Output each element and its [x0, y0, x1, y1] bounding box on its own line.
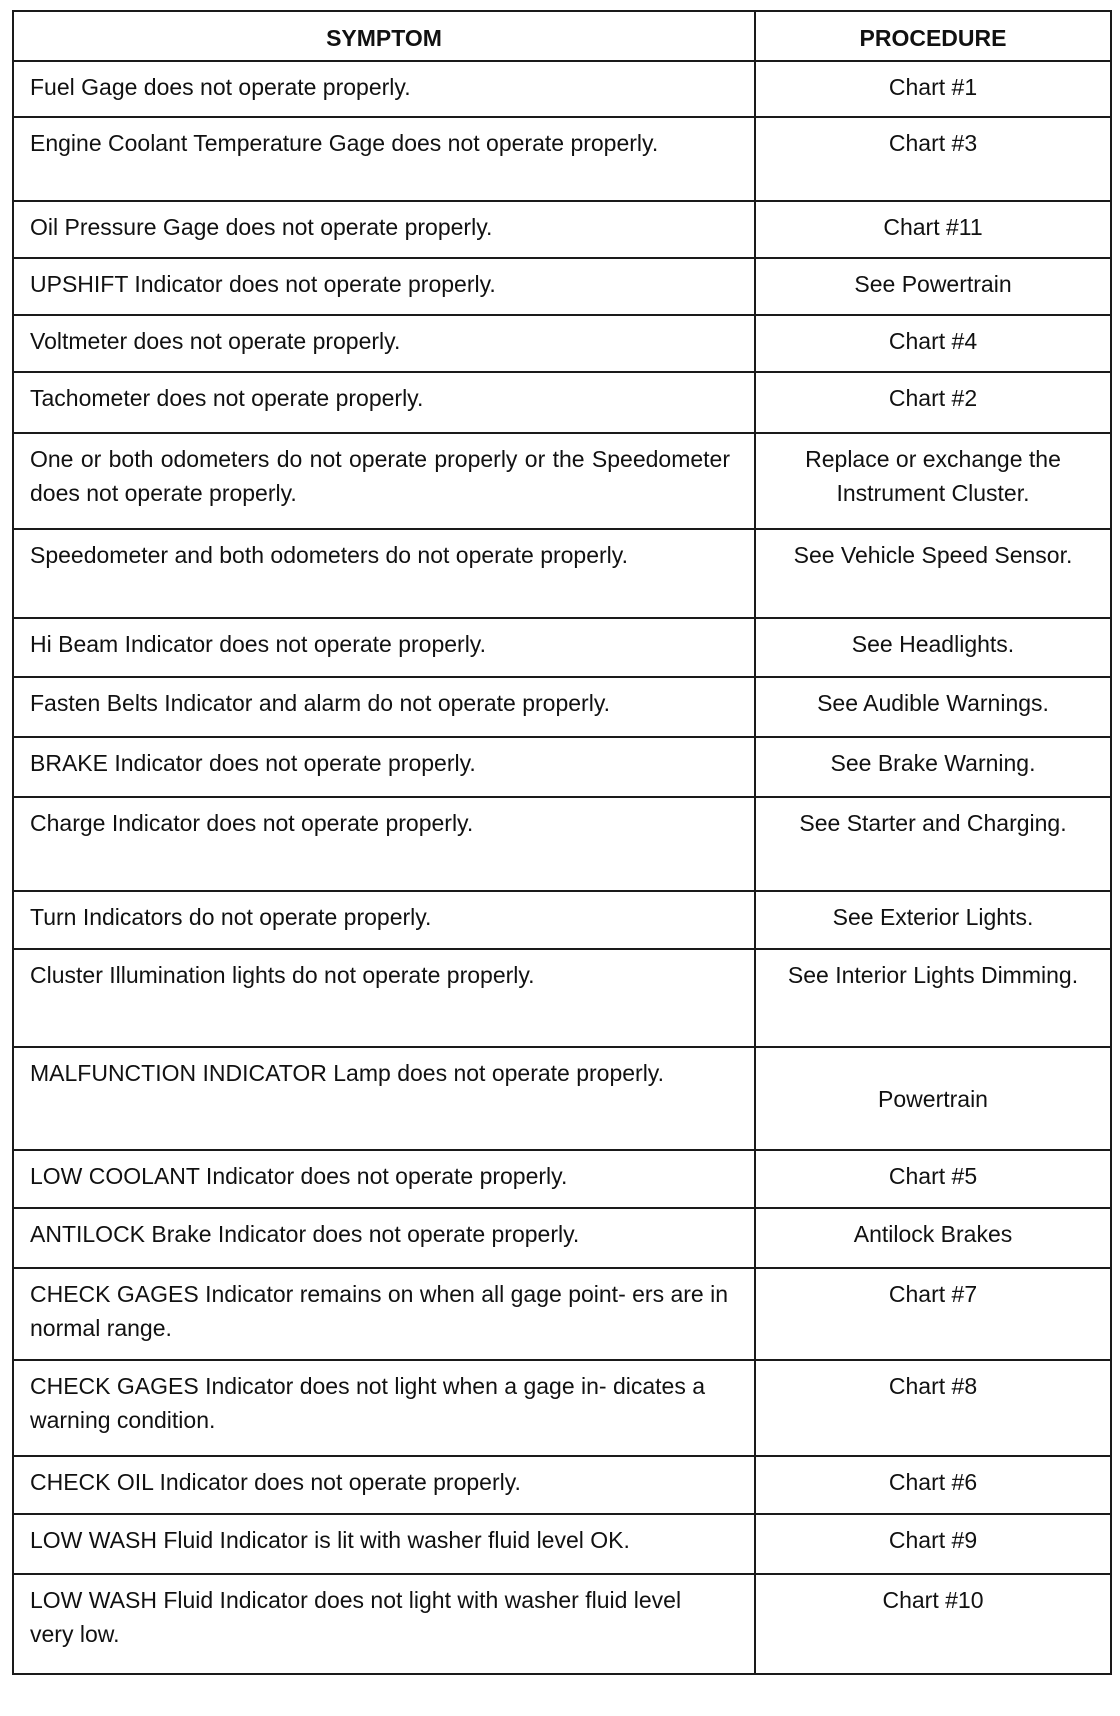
- table-row: [13, 1047, 1111, 1150]
- procedure-cell: Replace or exchange the Instrument Cluster.: [755, 433, 1111, 529]
- symptom-cell: Speedometer and both odometers do not operate properly.: [13, 529, 755, 618]
- table-row: [13, 891, 1111, 949]
- symptom-cell: ANTILOCK Brake Indicator does not operate properly.: [13, 1208, 755, 1268]
- procedure-cell: See Interior Lights Dimming.: [755, 949, 1111, 1047]
- procedure-cell: Chart #1: [755, 61, 1111, 117]
- symptom-cell: UPSHIFT Indicator does not operate properly.: [13, 258, 755, 315]
- symptom-cell: LOW WASH Fluid Indicator does not light with washer fluid level very low.: [13, 1574, 755, 1674]
- procedure-cell: See Audible Warnings.: [755, 677, 1111, 737]
- symptom-cell: Tachometer does not operate properly.: [13, 372, 755, 433]
- procedure-cell: Chart #8: [755, 1360, 1111, 1456]
- table-row: [13, 1268, 1111, 1360]
- procedure-cell: Chart #4: [755, 315, 1111, 372]
- table-row: [13, 949, 1111, 1047]
- procedure-cell: Powertrain: [755, 1047, 1111, 1150]
- procedure-cell: See Exterior Lights.: [755, 891, 1111, 949]
- symptom-cell: LOW COOLANT Indicator does not operate properly.: [13, 1150, 755, 1208]
- procedure-cell: Chart #3: [755, 117, 1111, 201]
- table-row: [13, 433, 1111, 529]
- procedure-cell: See Starter and Charging.: [755, 797, 1111, 891]
- procedure-cell: Antilock Brakes: [755, 1208, 1111, 1268]
- table-row: [13, 117, 1111, 201]
- procedure-cell: Chart #2: [755, 372, 1111, 433]
- table-row: [13, 1456, 1111, 1514]
- document-page: [12, 10, 1110, 1675]
- procedure-cell: Chart #9: [755, 1514, 1111, 1574]
- table-row: [13, 372, 1111, 433]
- procedure-cell: See Powertrain: [755, 258, 1111, 315]
- table-row: [13, 618, 1111, 677]
- symptom-cell: Hi Beam Indicator does not operate properly.: [13, 618, 755, 677]
- procedure-cell: Chart #6: [755, 1456, 1111, 1514]
- symptom-cell: Oil Pressure Gage does not operate properly.: [13, 201, 755, 258]
- table-row: [13, 61, 1111, 117]
- symptom-cell: CHECK GAGES Indicator remains on when all gage point- ers are in normal range.: [13, 1268, 755, 1360]
- procedure-cell: Chart #5: [755, 1150, 1111, 1208]
- procedure-column-header: PROCEDURE: [755, 11, 1111, 61]
- symptom-cell: Engine Coolant Temperature Gage does not operate properly.: [13, 117, 755, 201]
- symptom-cell: LOW WASH Fluid Indicator is lit with washer fluid level OK.: [13, 1514, 755, 1574]
- procedure-cell: Chart #10: [755, 1574, 1111, 1674]
- symptom-column-header: SYMPTOM: [13, 11, 755, 61]
- procedure-cell: See Headlights.: [755, 618, 1111, 677]
- symptom-procedure-table: [12, 10, 1112, 1675]
- symptom-cell: Voltmeter does not operate properly.: [13, 315, 755, 372]
- table-row: [13, 677, 1111, 737]
- procedure-cell: Chart #7: [755, 1268, 1111, 1360]
- table-row: [13, 1208, 1111, 1268]
- table-row: [13, 1150, 1111, 1208]
- symptom-cell: BRAKE Indicator does not operate properly.: [13, 737, 755, 797]
- symptom-cell: CHECK OIL Indicator does not operate properly.: [13, 1456, 755, 1514]
- procedure-cell: See Brake Warning.: [755, 737, 1111, 797]
- symptom-cell: Cluster Illumination lights do not operate properly.: [13, 949, 755, 1047]
- table-row: [13, 258, 1111, 315]
- table-header-row: [13, 11, 1111, 61]
- symptom-cell: Charge Indicator does not operate properly.: [13, 797, 755, 891]
- symptom-cell: Fasten Belts Indicator and alarm do not operate properly.: [13, 677, 755, 737]
- table-row: [13, 201, 1111, 258]
- symptom-cell: CHECK GAGES Indicator does not light when a gage in- dicates a warning condition.: [13, 1360, 755, 1456]
- table-row: [13, 1514, 1111, 1574]
- symptom-cell: Fuel Gage does not operate properly.: [13, 61, 755, 117]
- symptom-cell: Turn Indicators do not operate properly.: [13, 891, 755, 949]
- table-row: [13, 737, 1111, 797]
- procedure-cell: See Vehicle Speed Sensor.: [755, 529, 1111, 618]
- table-row: [13, 1360, 1111, 1456]
- symptom-cell: One or both odometers do not operate properly or the Speedometer does not operate properly.: [13, 433, 755, 529]
- table-row: [13, 529, 1111, 618]
- procedure-cell: Chart #11: [755, 201, 1111, 258]
- symptom-cell: MALFUNCTION INDICATOR Lamp does not operate properly.: [13, 1047, 755, 1150]
- table-row: [13, 315, 1111, 372]
- table-row: [13, 797, 1111, 891]
- table-row: [13, 1574, 1111, 1674]
